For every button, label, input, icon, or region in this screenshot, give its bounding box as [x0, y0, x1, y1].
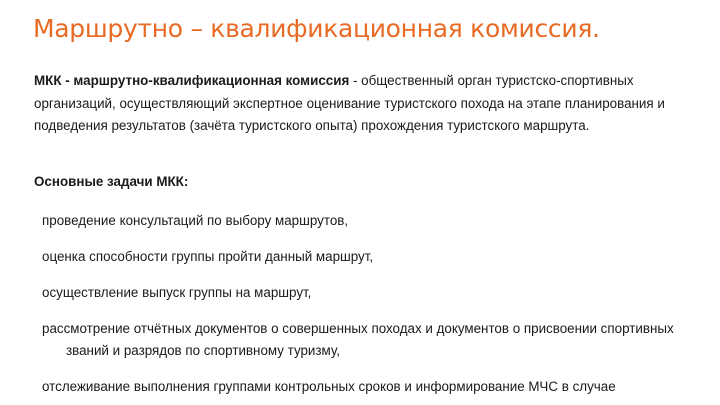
task-item: рассмотрение отчётных документов о совершенных походах и документов о присвоении спортивных званий и разрядов по спортивному туризму,	[42, 321, 674, 358]
definition-text: - общественный орган туристско-спортивных организаций, осуществляющий экспертное оценивание туристского похода на этапе планирования и подведения результатов (зачёта туристского опыта) прохождения туристского маршрута.	[34, 73, 665, 133]
task-item: проведение консультаций по выбору маршрутов,	[42, 213, 349, 228]
task-item: осуществление выпуск группы на маршрут,	[42, 285, 312, 300]
tasks-list	[42, 210, 702, 405]
definition-term: МКК - маршрутно-квалификационная комиссия	[34, 73, 350, 88]
task-item: оценка способности группы пройти данный маршрут,	[42, 249, 374, 264]
tasks-heading: Основные задачи МКК:	[34, 174, 189, 189]
slide-title: Маршрутно – квалификационная комиссия.	[33, 14, 600, 43]
definition-paragraph	[34, 70, 694, 138]
task-item: отслеживание выполнения группами контрольных сроков и информирование МЧС в случае	[42, 379, 616, 394]
